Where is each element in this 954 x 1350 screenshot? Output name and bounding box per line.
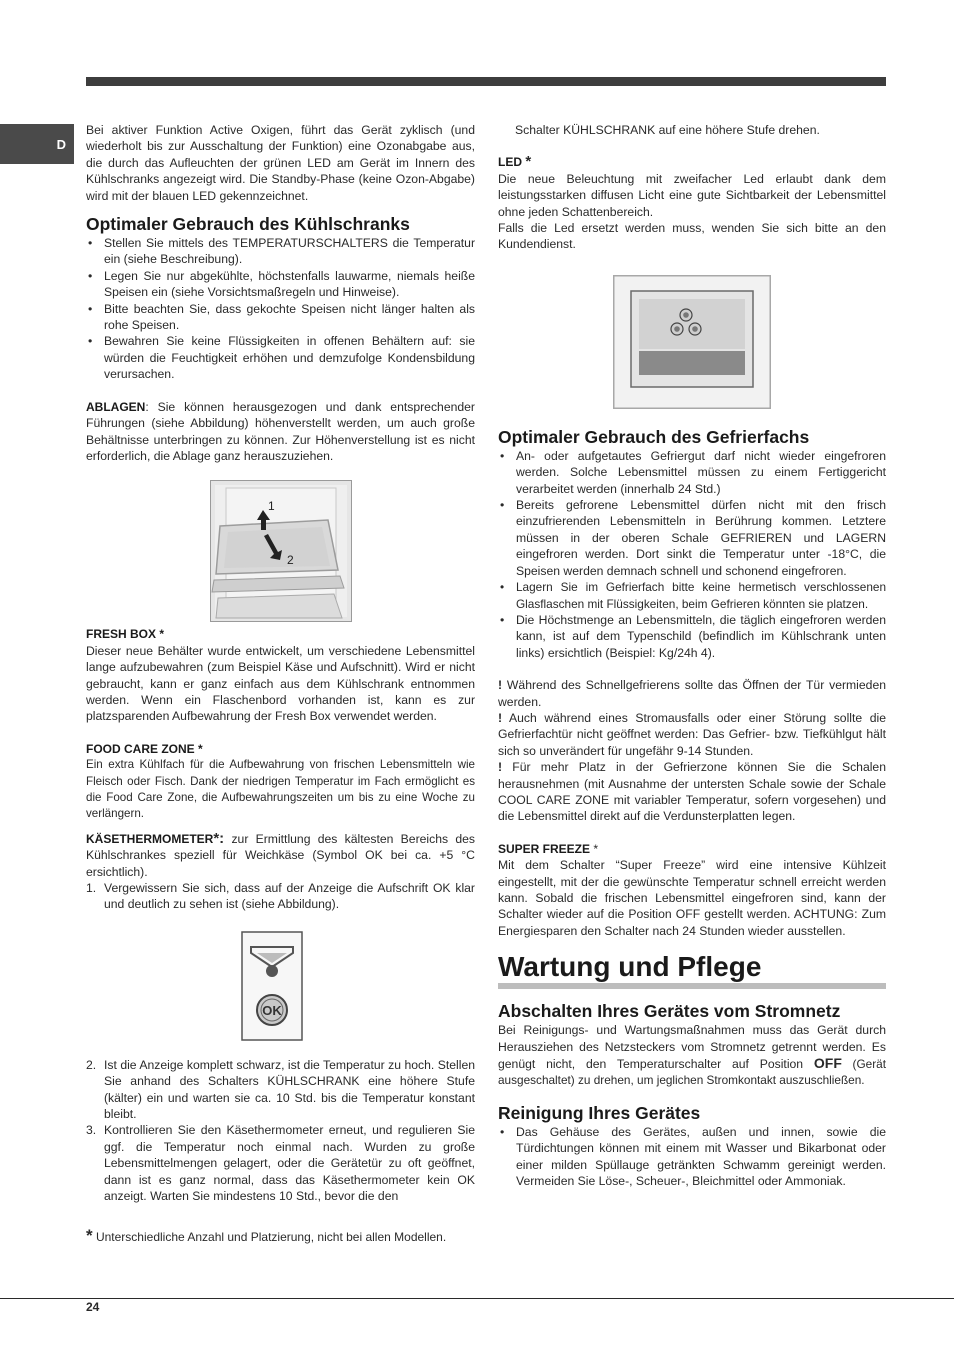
list-item <box>86 1057 475 1123</box>
ablagen-paragraph <box>86 399 475 465</box>
list-item: • Legen Sie nur abgekühlte, höchstenfalls lauwarme, niemals heiße Speisen ein (siehe Vorsichtsmaßregeln und Hinweise). <box>86 268 475 301</box>
warning-text: Auch während eines Stromausfalls oder einer Störung sollte die Gefrierfachtür nicht geöffnet werden: Das Gefrier- bzw. Tiefkühlgut hält sich so unverändert für ungefähr 9-14 Stunden. <box>498 710 886 758</box>
cleaning-bullet-list <box>498 1124 886 1190</box>
kase-star: *: <box>213 829 225 847</box>
warning-mark: ! <box>498 760 503 775</box>
right-column <box>498 122 886 1189</box>
heading-fridge: Optimaler Gebrauch des Kühlschranks <box>86 214 410 235</box>
list-item: • Lagern Sie im Gefrierfach bitte keine hermetisch verschlossenen Glasflaschen mit Flüssigkeiten, beim Gefrieren könnten sie platzen. <box>498 579 886 612</box>
language-tab-label: D <box>56 136 66 152</box>
warning-paragraph <box>498 759 886 825</box>
ablagen-label: ABLAGEN <box>86 399 146 414</box>
footnote-star: * <box>86 1226 93 1246</box>
superfreeze-paragraph: Mit dem Schalter “Super Freeze” wird eine intensive Kühlzeit eingestellt, mit der die gewünschte Temperatur schnell erreicht werden kann. Sobald die frischen Lebensmittel eingefroren sind, kann der Schalter wieder auf die Position OFF gestellt werden. ACHTUNG: Zum Energiesparen den Schalter nach 24 Stunden wieder ausstellen. <box>498 858 886 938</box>
led-paragraph-1: Die neue Beleuchtung mit zweifacher Led erlaubt dank dem leistungsstarken diffusen Licht eine gute Sichtbarkeit der Lebensmittel ohne jeden Schattenbereich. <box>498 171 886 219</box>
list-item <box>86 1122 475 1204</box>
foodcare-paragraph: Ein extra Kühlfach für die Aufbewahrung von frischen Lebensmitteln wie Fleisch oder Fisch. Dank der niedrigen Temperatur im Fach ermöglicht es die Food Care Zone, die Aufbewahrungszeiten um bis zu eine Woche zu verlängern. <box>86 758 475 821</box>
list-item: • An- oder aufgetautes Gefriergut darf nicht wieder eingefroren werden. Solche Lebensmittel müssen zu einem Fertiggericht verarbeitet werden (innerhalb 24 Std.) <box>498 448 886 497</box>
led-light-figure <box>613 275 771 409</box>
list-item: • Bewahren Sie keine Flüssigkeiten in offenen Behältern auf: sie würden die Feuchtigkeit erhöhen und demzufolge Kondensbildung verursachen. <box>86 333 475 382</box>
step-number: 2. <box>86 1057 97 1072</box>
kase-steps-b <box>86 1057 475 1205</box>
step-text: Kontrollieren Sie den Käsethermometer erneut, und regulieren Sie ggf. die Temperatur noch einmal nach. Wurden zu große Lebensmittelmengen gelagert, oder die Gerätetür zu oft geöffnet, dann ist es ganz normal, dass das Käsethermometer kein OK anzeigt. Warten Sie mindestens 10 Std., bevor die den <box>104 1123 475 1204</box>
cheese-thermometer-figure <box>241 931 303 1041</box>
kase-paragraph <box>86 831 475 880</box>
page-number: 24 <box>86 1300 100 1314</box>
power-off-label: OFF <box>813 1055 842 1072</box>
freshbox-label: FRESH BOX * <box>86 627 165 642</box>
left-column <box>86 122 475 1246</box>
freezer-bullet-list <box>498 448 886 661</box>
foodcare-label: FOOD CARE ZONE * <box>86 741 203 756</box>
heading-cleaning: Reinigung Ihres Gerätes <box>498 1102 701 1123</box>
step-number: 1. <box>86 881 97 895</box>
ablagen-text: : Sie können herausgezogen und dank entsprechender Führungen (siehe Abbildung) höhenverstellt werden, um auch große Behältnisse unterbringen zu können. Zur Höhenverstellung ist es nicht erforderlich, die Ablage ganz herauszuziehen. <box>86 399 475 463</box>
list-item: • Stellen Sie mittels des TEMPERATURSCHALTERS die Temperatur ein (siehe Beschreibung). <box>86 235 475 268</box>
list-item: • Die Höchstmenge an Lebensmitteln, die täglich eingefroren werden kann, ist auf dem Typenschild (befindlich im Kühlschrank unten links) ersichtlich (Beispiel: Kg/24h 4). <box>498 612 886 661</box>
heading-power: Abschalten Ihres Gerätes vom Stromnetz <box>498 1001 841 1022</box>
warning-text: Für mehr Platz in der Gefrierzone können Sie die Schalen herausnehmen (mit Ausnahme der untersten Schale sowie der Schale COOL CARE ZONE mit variabler Temperatur, sofern vorgesehen) und die Lebensmittel direkt auf die Verdunsterplatten legen. <box>498 760 886 824</box>
list-item: • Bereits gefrorene Lebensmittel dürfen nicht mit den frisch einzufrierenden Lebensmitteln in Berührung kommen. Letztere müssen in der oberen Schale GEFRIEREN und LAGERN eingefroren werden. Dort sinkt die Temperatur unter -18°C, die Speisen werden demnach schnell und schonend eingefroren. <box>498 497 886 579</box>
thermometer-bulb-icon <box>266 965 278 977</box>
kase-steps-a <box>86 880 475 913</box>
kase-text: zur Ermittlung des kältesten Bereichs des Kühlschrankes speziell für Weichkäse (Symbol OK bei ca. +5 °C ersichtlich). <box>86 831 475 879</box>
kase-label: KÄSETHERMOMETER <box>86 831 214 846</box>
power-text-2: (Gerät ausgeschaltet) zu drehen, um jeglichen Stromkontakt auszuschließen. <box>498 1057 886 1088</box>
step-text: Vergewissern Sie sich, dass auf der Anzeige die Aufschrift OK klar und deutlich zu sehen ist (siehe Abbildung). <box>104 881 475 912</box>
power-paragraph <box>498 1022 886 1089</box>
intro-paragraph: Bei aktiver Funktion Active Oxigen, führt das Gerät zyklisch (und wiederholt bis zur Ausschaltung der Funktion) eine Ozonabgabe aus, die durch das Aufleuchten der grünen LED am Gerät im Innern des Kühlschranks angezeigt wird. Die Standby-Phase (keine Ozon-Abgabe) wird mit der blauen LED gekennzeichnet. <box>86 123 475 203</box>
title-maintenance: Wartung und Pflege <box>498 951 886 989</box>
warning-block <box>498 677 886 825</box>
warning-paragraph <box>498 710 886 759</box>
superfreeze-star: * <box>590 841 599 856</box>
warning-mark: ! <box>498 710 503 725</box>
led-paragraph-2: Falls die Led ersetzt werden muss, wenden Sie sich bitte an den Kundendienst. <box>498 221 886 252</box>
list-item <box>86 880 475 913</box>
footnote <box>86 1228 475 1245</box>
footnote-text: Unterschiedliche Anzahl und Platzierung, nicht bei allen Modellen. <box>92 1230 447 1245</box>
footer-rule <box>0 1298 954 1299</box>
superfreeze-label <box>498 841 886 857</box>
header-rule <box>86 77 886 86</box>
list-item: • Bitte beachten Sie, dass gekochte Speisen nicht länger halten als rohe Speisen. <box>86 301 475 334</box>
freshbox-paragraph: Dieser neue Behälter wurde entwickelt, um verschiedene Lebensmittel lange aufzubewahren (zum Beispiel Käse und Aufschnitt). Wird er nicht gebraucht, kann er ganz einfach aus dem Kühlschrank entnommen werden. Wenn ein Flaschenbord vorhanden ist, kann es zur platzsparenden Aufbewahrung der Fresh Box verwendet werden. <box>86 643 475 724</box>
step-text: Ist die Anzeige komplett schwarz, ist die Temperatur zu hoch. Stellen Sie anhand des Schalters KÜHLSCHRANK eine höhere Stufe (kälter) ein und warten sie ca. 10 Std. bis die Temperatur konstant bleibt. <box>104 1057 475 1122</box>
language-tab <box>0 124 74 164</box>
power-text: Bei Reinigungs- und Wartungsmaßnahmen muss das Gerät durch Herausziehen des Netzsteckers vom Stromnetz getrennt werden. Es genügt nicht, den Temperaturschalter auf Position <box>498 1023 886 1072</box>
led-label <box>498 154 886 170</box>
led-star: * <box>525 153 532 171</box>
ok-symbol: OK <box>262 1002 282 1018</box>
step-number: 3. <box>86 1123 97 1138</box>
fridge-bullet-list <box>86 235 475 383</box>
list-item: • Das Gehäuse des Gerätes, außen und innen, sowie die Türdichtungen können mit einem mit Wasser und Bikarbonat oder einer milden Spüllauge getränkten Schwamm gereinigt werden. Vermeiden Sie Löse-, Scheuer-, Bleichmittel oder Ammoniak. <box>498 1124 886 1190</box>
shelf-figure <box>210 480 352 622</box>
warning-mark: ! <box>498 678 503 693</box>
shelf-label-1: 1 <box>268 499 275 514</box>
shelf-label-2: 2 <box>287 553 294 568</box>
superfreeze-label-text: SUPER FREEZE <box>498 841 591 856</box>
led-label-text: LED <box>498 155 522 170</box>
heading-freezer: Optimaler Gebrauch des Gefrierfachs <box>498 426 810 447</box>
continuation-text: Schalter KÜHLSCHRANK auf eine höhere Stufe drehen. <box>515 123 820 137</box>
warning-text: Während des Schnellgefrierens sollte das Öffnen der Tür vermieden werden. <box>498 678 887 709</box>
warning-paragraph <box>498 677 886 710</box>
